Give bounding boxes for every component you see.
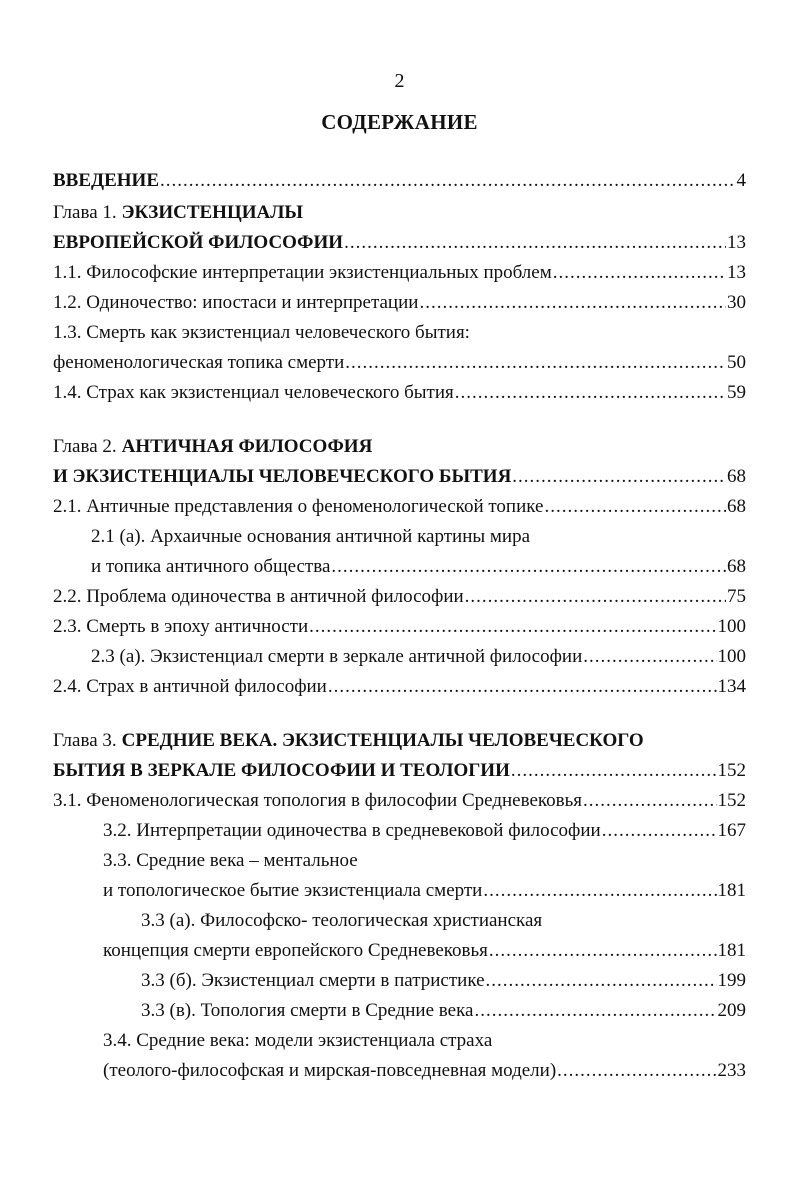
toc-chapter-1[interactable] (53, 228, 746, 258)
dot-leader (602, 816, 717, 846)
entry-text: 2.3. Смерть в эпоху античности (53, 616, 309, 637)
toc-entry-3-2[interactable] (103, 816, 746, 846)
entry-text: 2.1. Античные представления о феноменологической топике (53, 496, 544, 517)
toc-entry-2-1a-line1[interactable] (91, 522, 530, 552)
toc-chapter-3-heading[interactable] (53, 726, 644, 756)
entry-text: 3.3 (в). Топология смерти в Средние века (141, 1000, 474, 1021)
entry-text: 3.2. Интерпретации одиночества в средневековой философии (103, 820, 601, 841)
chapter-prefix: Глава 3. (53, 730, 117, 751)
entry-page: 152 (717, 760, 746, 781)
entry-page: 13 (727, 262, 746, 283)
entry-page: 134 (717, 676, 746, 697)
toc-entry-2-3[interactable] (53, 612, 746, 642)
dot-leader (489, 936, 717, 966)
entry-page: 100 (717, 616, 746, 637)
dot-leader (557, 1056, 716, 1086)
entry-text: 2.3 (а). Экзистенциал смерти в зеркале античной философии (91, 646, 583, 667)
entry-page: 68 (727, 556, 746, 577)
toc-chapter-2-heading[interactable] (53, 432, 372, 462)
chapter-prefix: Глава 2. (53, 436, 117, 457)
toc-entry-3-4-line1[interactable] (103, 1026, 492, 1056)
chapter-title-line2: И ЭКЗИСТЕНЦИАЛЫ ЧЕЛОВЕЧЕСКОГО БЫТИЯ (53, 466, 512, 487)
dot-leader (544, 492, 726, 522)
dot-leader (344, 228, 726, 258)
entry-page: 13 (727, 232, 746, 253)
entry-page: 30 (727, 292, 746, 313)
entry-text: 2.2. Проблема одиночества в античной философии (53, 586, 464, 607)
entry-text: 3.3 (а). Философско- теологическая христианская (141, 910, 543, 931)
entry-page: 50 (727, 352, 746, 373)
toc-entry-intro[interactable] (53, 166, 746, 196)
chapter-title-line2: БЫТИЯ В ЗЕРКАЛЕ ФИЛОСОФИИ И ТЕОЛОГИИ (53, 760, 510, 781)
dot-leader (553, 258, 726, 288)
dot-leader (309, 612, 716, 642)
dot-leader (328, 672, 717, 702)
chapter-title-line1: ЭКЗИСТЕНЦИАЛЫ (121, 202, 304, 223)
dot-leader (455, 378, 726, 408)
entry-page: 4 (736, 170, 746, 191)
dot-leader (345, 348, 726, 378)
entry-text: 1.2. Одиночество: ипостаси и интерпретации (53, 292, 419, 313)
entry-page: 209 (717, 1000, 746, 1021)
dot-leader (465, 582, 726, 612)
toc-entry-3-3b[interactable] (141, 966, 746, 996)
dot-leader (419, 288, 726, 318)
entry-text: 3.3 (б). Экзистенциал смерти в патристике (141, 970, 485, 991)
toc-entry-2-3a[interactable] (91, 642, 746, 672)
dot-leader (583, 642, 716, 672)
entry-page: 181 (717, 880, 746, 901)
entry-page: 167 (717, 820, 746, 841)
toc-entry-2-4[interactable] (53, 672, 746, 702)
toc-entry-3-3a-line1[interactable] (141, 906, 542, 936)
chapter-title-line1: АНТИЧНАЯ ФИЛОСОФИЯ (121, 436, 373, 457)
toc-chapter-1-heading[interactable] (53, 198, 303, 228)
chapter-title-line1: СРЕДНИЕ ВЕКА. ЭКЗИСТЕНЦИАЛЫ ЧЕЛОВЕЧЕСКОГО (121, 730, 644, 751)
toc-entry-2-1a[interactable] (91, 552, 746, 582)
toc-entry-1-3[interactable] (53, 348, 746, 378)
entry-text: (теолого-философская и мирская-повседневная модели) (103, 1060, 557, 1081)
dot-leader (160, 166, 736, 196)
toc-entry-2-1[interactable] (53, 492, 746, 522)
dot-leader (474, 996, 716, 1026)
toc-chapter-2[interactable] (53, 462, 746, 492)
toc-entry-1-1[interactable] (53, 258, 746, 288)
toc-entry-1-2[interactable] (53, 288, 746, 318)
toc-entry-3-1[interactable] (53, 786, 746, 816)
toc-entry-2-2[interactable] (53, 582, 746, 612)
entry-page: 75 (727, 586, 746, 607)
dot-leader (512, 462, 726, 492)
entry-page: 181 (717, 940, 746, 961)
toc-entry-3-3[interactable] (103, 876, 746, 906)
toc-entry-1-4[interactable] (53, 378, 746, 408)
entry-text: феноменологическая топика смерти (53, 352, 345, 373)
dot-leader (483, 876, 716, 906)
dot-leader (331, 552, 726, 582)
entry-text: 2.4. Страх в античной философии (53, 676, 327, 697)
toc-entry-3-3a[interactable] (103, 936, 746, 966)
dot-leader (486, 966, 717, 996)
entry-text: 3.1. Феноменологическая топология в философии Средневековья (53, 790, 583, 811)
toc-entry-3-3v[interactable] (141, 996, 746, 1026)
toc-entry-3-3-line1[interactable] (103, 846, 358, 876)
entry-page: 68 (727, 496, 746, 517)
entry-text: и топика античного общества (91, 556, 331, 577)
entry-text: 2.1 (а). Архаичные основания античной картины мира (91, 526, 531, 547)
page-number: 2 (394, 70, 405, 92)
chapter-prefix: Глава 1. (53, 202, 117, 223)
dot-leader (511, 756, 717, 786)
entry-text: 3.3. Средние века – ментальное (103, 850, 358, 871)
entry-page: 68 (727, 466, 746, 487)
entry-text: и топологическое бытие экзистенциала смерти (103, 880, 483, 901)
entry-page: 100 (717, 646, 746, 667)
entry-text: 1.1. Философские интерпретации экзистенциальных проблем (53, 262, 552, 283)
entry-text: концепция смерти европейского Средневековья (103, 940, 488, 961)
toc-entry-3-4[interactable] (103, 1056, 746, 1086)
entry-text: 3.4. Средние века: модели экзистенциала страха (103, 1030, 493, 1051)
toc-title: СОДЕРЖАНИЕ (321, 110, 478, 134)
toc-entry-1-3-line1[interactable] (53, 318, 470, 348)
chapter-title-line2: ЕВРОПЕЙСКОЙ ФИЛОСОФИИ (53, 232, 344, 253)
entry-page: 59 (727, 382, 746, 403)
dot-leader (583, 786, 716, 816)
toc-chapter-3[interactable] (53, 756, 746, 786)
entry-text: ВВЕДЕНИЕ (53, 170, 159, 191)
entry-page: 233 (717, 1060, 746, 1081)
entry-text: 1.3. Смерть как экзистенциал человеческого бытия: (53, 322, 470, 343)
entry-page: 152 (717, 790, 746, 811)
entry-text: 1.4. Страх как экзистенциал человеческого бытия (53, 382, 454, 403)
entry-page: 199 (717, 970, 746, 991)
